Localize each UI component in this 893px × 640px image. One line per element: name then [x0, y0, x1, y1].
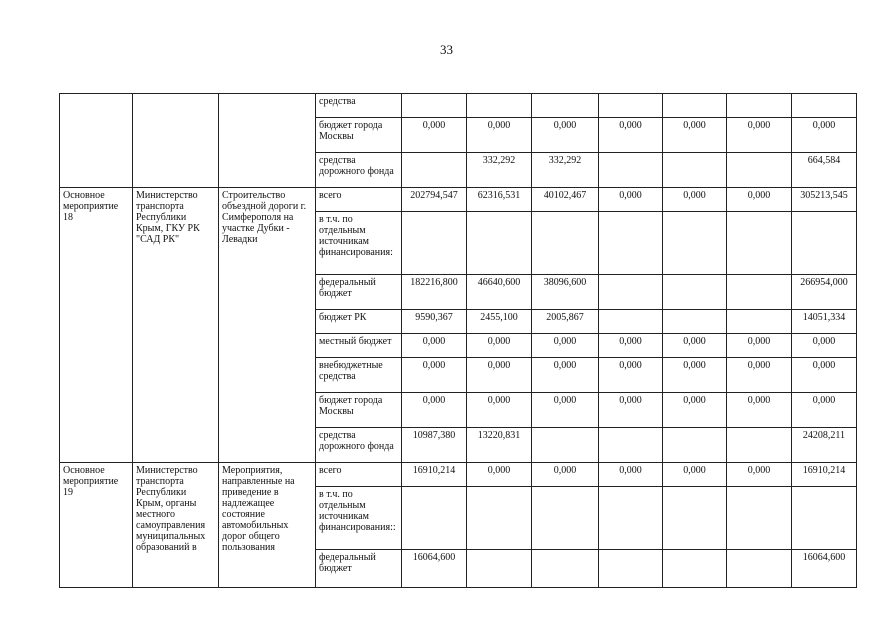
value-cell: [727, 550, 792, 588]
value-cell: [663, 428, 727, 463]
value-cell: [727, 212, 792, 275]
source-label: средства дорожного фонда: [316, 153, 402, 188]
value-cell: 0,000: [599, 118, 663, 153]
source-label: в т.ч. по отдельным источникам финансирования::: [316, 487, 402, 550]
value-cell: [599, 153, 663, 188]
source-label: внебюджетные средства: [316, 358, 402, 393]
value-cell: [599, 487, 663, 550]
value-cell: [727, 153, 792, 188]
value-cell: 13220,831: [467, 428, 532, 463]
source-label: бюджет города Москвы: [316, 118, 402, 153]
value-cell: 0,000: [467, 393, 532, 428]
value-cell: 0,000: [532, 118, 599, 153]
value-cell: [792, 487, 857, 550]
value-cell: 305213,545: [792, 188, 857, 212]
description-cell: Строительство объездной дороги г. Симферополя на участке Дубки - Левадки: [219, 188, 316, 463]
value-cell: 0,000: [599, 463, 663, 487]
source-label: бюджет РК: [316, 310, 402, 334]
value-cell: 38096,600: [532, 275, 599, 310]
value-cell: 0,000: [402, 118, 467, 153]
value-cell: 16910,214: [792, 463, 857, 487]
value-cell: [599, 94, 663, 118]
value-cell: 0,000: [467, 358, 532, 393]
value-cell: 182216,800: [402, 275, 467, 310]
value-cell: 0,000: [663, 118, 727, 153]
source-label: в т.ч. по отдельным источникам финансирования:: [316, 212, 402, 275]
value-cell: [532, 94, 599, 118]
value-cell: [532, 212, 599, 275]
value-cell: 0,000: [727, 393, 792, 428]
value-cell: [402, 212, 467, 275]
value-cell: [532, 550, 599, 588]
budget-table: [59, 93, 857, 588]
executor-cell: Министерство транспорта Республики Крым, органы местного самоуправления муниципальных образований в: [133, 463, 219, 588]
value-cell: [599, 428, 663, 463]
value-cell: [467, 94, 532, 118]
value-cell: 0,000: [532, 358, 599, 393]
value-cell: [792, 94, 857, 118]
value-cell: 0,000: [792, 358, 857, 393]
value-cell: 0,000: [663, 334, 727, 358]
value-cell: 0,000: [727, 358, 792, 393]
value-cell: 0,000: [599, 358, 663, 393]
value-cell: 16910,214: [402, 463, 467, 487]
value-cell: [663, 487, 727, 550]
value-cell: 24208,211: [792, 428, 857, 463]
value-cell: [663, 94, 727, 118]
executor-cell: Министерство транспорта Республики Крым, ГКУ РК "САД РК": [133, 188, 219, 463]
value-cell: [599, 212, 663, 275]
description-cell: [219, 94, 316, 188]
source-label: средства дорожного фонда: [316, 428, 402, 463]
value-cell: 664,584: [792, 153, 857, 188]
value-cell: [599, 550, 663, 588]
value-cell: 202794,547: [402, 188, 467, 212]
value-cell: 9590,367: [402, 310, 467, 334]
value-cell: 40102,467: [532, 188, 599, 212]
value-cell: 16064,600: [402, 550, 467, 588]
value-cell: 10987,380: [402, 428, 467, 463]
value-cell: 332,292: [467, 153, 532, 188]
value-cell: [727, 310, 792, 334]
source-label: федеральный бюджет: [316, 275, 402, 310]
value-cell: 0,000: [599, 188, 663, 212]
value-cell: 16064,600: [792, 550, 857, 588]
source-label: всего: [316, 188, 402, 212]
value-cell: 332,292: [532, 153, 599, 188]
value-cell: 0,000: [599, 393, 663, 428]
event-cell: Основное мероприятие 19: [60, 463, 133, 588]
value-cell: [727, 275, 792, 310]
table-row: [60, 463, 857, 487]
value-cell: 46640,600: [467, 275, 532, 310]
source-label: всего: [316, 463, 402, 487]
page-number: 33: [440, 42, 453, 57]
value-cell: [663, 275, 727, 310]
description-cell: Мероприятия, направленные на приведение в надлежащее состояние автомобильных дорог общего пользования: [219, 463, 316, 588]
value-cell: [727, 428, 792, 463]
value-cell: 0,000: [402, 358, 467, 393]
table-row: [60, 188, 857, 212]
value-cell: [663, 153, 727, 188]
value-cell: 0,000: [402, 393, 467, 428]
value-cell: [792, 212, 857, 275]
value-cell: [663, 310, 727, 334]
value-cell: 0,000: [663, 188, 727, 212]
value-cell: [467, 550, 532, 588]
value-cell: 62316,531: [467, 188, 532, 212]
value-cell: [467, 212, 532, 275]
value-cell: [532, 487, 599, 550]
value-cell: 0,000: [532, 463, 599, 487]
source-label: местный бюджет: [316, 334, 402, 358]
value-cell: [402, 487, 467, 550]
value-cell: 0,000: [467, 463, 532, 487]
value-cell: 14051,334: [792, 310, 857, 334]
value-cell: 0,000: [727, 334, 792, 358]
value-cell: 0,000: [727, 118, 792, 153]
executor-cell: [133, 94, 219, 188]
value-cell: [599, 310, 663, 334]
value-cell: 0,000: [727, 463, 792, 487]
value-cell: 0,000: [792, 334, 857, 358]
value-cell: 0,000: [792, 118, 857, 153]
value-cell: [402, 153, 467, 188]
value-cell: [402, 94, 467, 118]
table-row: [60, 94, 857, 118]
value-cell: 266954,000: [792, 275, 857, 310]
value-cell: 0,000: [402, 334, 467, 358]
value-cell: 0,000: [727, 188, 792, 212]
value-cell: [663, 550, 727, 588]
value-cell: [599, 275, 663, 310]
value-cell: 0,000: [467, 334, 532, 358]
value-cell: 0,000: [532, 393, 599, 428]
value-cell: 0,000: [663, 463, 727, 487]
value-cell: [663, 212, 727, 275]
value-cell: 0,000: [467, 118, 532, 153]
value-cell: 0,000: [663, 358, 727, 393]
source-label: средства: [316, 94, 402, 118]
value-cell: 0,000: [532, 334, 599, 358]
value-cell: 2455,100: [467, 310, 532, 334]
value-cell: 0,000: [599, 334, 663, 358]
value-cell: [532, 428, 599, 463]
event-cell: Основное мероприятие 18: [60, 188, 133, 463]
value-cell: 0,000: [792, 393, 857, 428]
value-cell: [727, 487, 792, 550]
source-label: федеральный бюджет: [316, 550, 402, 588]
value-cell: 0,000: [663, 393, 727, 428]
value-cell: [467, 487, 532, 550]
value-cell: 2005,867: [532, 310, 599, 334]
event-cell: [60, 94, 133, 188]
value-cell: [727, 94, 792, 118]
source-label: бюджет города Москвы: [316, 393, 402, 428]
